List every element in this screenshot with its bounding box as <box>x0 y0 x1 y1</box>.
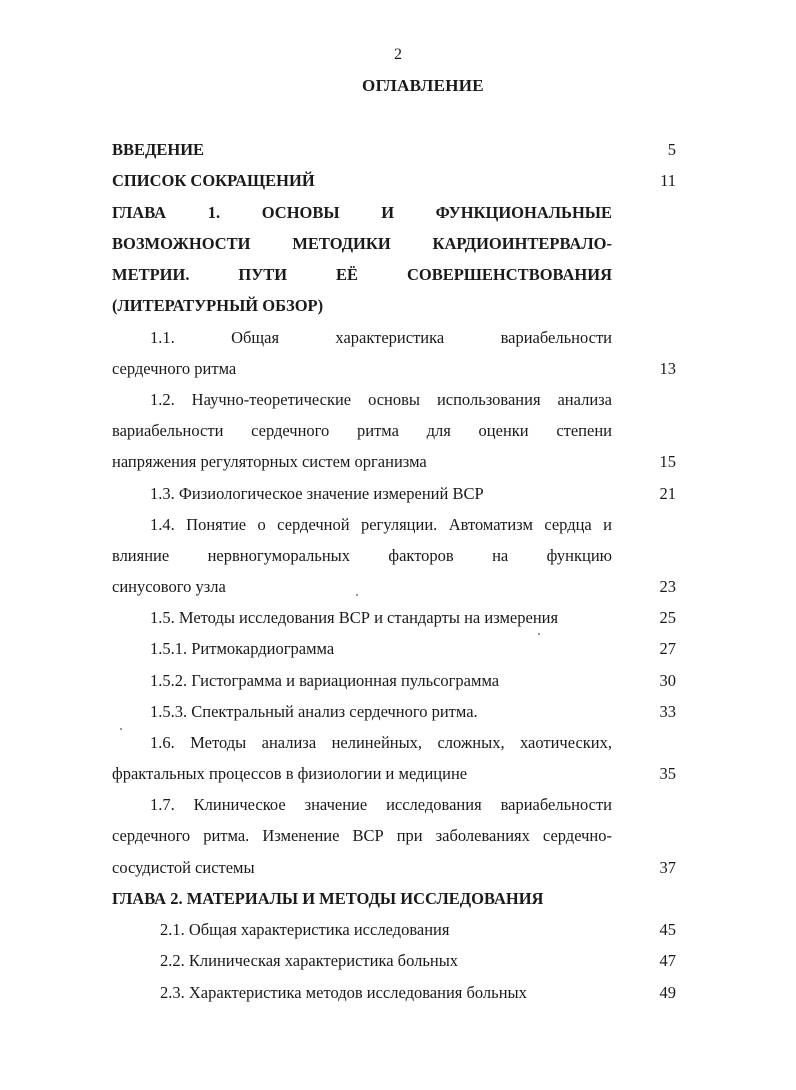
toc-entry-line: 1.4. Понятие о сердечной регуляции. Автоматизм сердца и <box>150 515 612 534</box>
toc-entry-text: 1.5.2. Гистограмма и вариационная пульсограмма <box>150 671 500 690</box>
scan-speck <box>538 633 540 635</box>
toc-entry-text: СПИСОК СОКРАЩЕНИЙ <box>112 171 315 190</box>
toc-entry-page: 45 <box>659 920 676 939</box>
toc-entry-line: ВОЗМОЖНОСТИ МЕТОДИКИ КАРДИОИНТЕРВАЛО- <box>112 234 612 253</box>
toc-entry-page: 30 <box>659 671 676 690</box>
toc-entry-line: сосудистой системы <box>112 858 255 877</box>
toc-entry-text: 1.5.1. Ритмокардиограмма <box>150 639 335 658</box>
toc-entry-line: напряжения регуляторных систем организма <box>112 452 427 471</box>
page-title: ОГЛАВЛЕНИЕ <box>362 76 484 95</box>
toc-entry-page: 35 <box>659 764 676 783</box>
toc-entry-line: фрактальных процессов в физиологии и медицине <box>112 764 468 783</box>
toc-entry-page: 23 <box>659 577 676 596</box>
toc-entry-page: 15 <box>659 452 676 471</box>
toc-entry-line: сердечного ритма. Изменение ВСР при заболеваниях сердечно- <box>112 826 612 845</box>
toc-entry-page: 5 <box>667 140 676 159</box>
toc-entry-text: 2.1. Общая характеристика исследования <box>160 920 450 939</box>
toc-entry-text: 1.3. Физиологическое значение измерений ВСР <box>150 484 484 503</box>
toc-entry-page: 49 <box>659 983 676 1002</box>
toc-entry-page: 27 <box>659 639 676 658</box>
toc-entry-page: 37 <box>659 858 676 877</box>
toc-entry-line: (ЛИТЕРАТУРНЫЙ ОБЗОР) <box>112 296 324 315</box>
toc-entry-page: 21 <box>659 484 676 503</box>
toc-entry-text: ГЛАВА 2. МАТЕРИАЛЫ И МЕТОДЫ ИССЛЕДОВАНИЯ <box>112 889 544 908</box>
toc-entry-line: вариабельности сердечного ритма для оценки степени <box>112 421 612 440</box>
toc-entry-page: 33 <box>659 702 676 721</box>
toc-entry-line: 1.1. Общая характеристика вариабельности <box>150 328 612 347</box>
scan-speck <box>356 594 358 596</box>
toc-entry-text: 1.5. Методы исследования ВСР и стандарты на измерения <box>150 608 559 627</box>
toc-entry-page: 47 <box>659 951 676 970</box>
toc-entry-page: 13 <box>659 359 676 378</box>
toc-entry-line: ГЛАВА 1. ОСНОВЫ И ФУНКЦИОНАЛЬНЫЕ <box>112 203 612 222</box>
toc-entry-text: ВВЕДЕНИЕ <box>112 140 205 159</box>
toc-entry-text: 1.5.3. Спектральный анализ сердечного ритма. <box>150 702 478 721</box>
toc-entry-page: 25 <box>659 608 676 627</box>
toc-entry-line: МЕТРИИ. ПУТИ ЕЁ СОВЕРШЕНСТВОВАНИЯ <box>112 265 612 284</box>
scan-speck <box>120 728 122 730</box>
toc-entry-line: синусового узла <box>112 577 226 596</box>
page-number: 2 <box>394 46 402 63</box>
toc-entry-line: сердечного ритма <box>112 359 237 378</box>
toc-entry-text: 2.2. Клиническая характеристика больных <box>160 951 459 970</box>
toc-entry-text: 2.3. Характеристика методов исследования больных <box>160 983 527 1002</box>
toc-entry-line: 1.2. Научно-теоретические основы использования анализа <box>150 390 612 409</box>
toc-entry-page: 11 <box>660 171 676 190</box>
toc-entry-line: 1.7. Клиническое значение исследования вариабельности <box>150 795 612 814</box>
toc-entry-line: 1.6. Методы анализа нелинейных, сложных, хаотических, <box>150 733 612 752</box>
toc-entry-line: влияние нервногуморальных факторов на функцию <box>112 546 612 565</box>
